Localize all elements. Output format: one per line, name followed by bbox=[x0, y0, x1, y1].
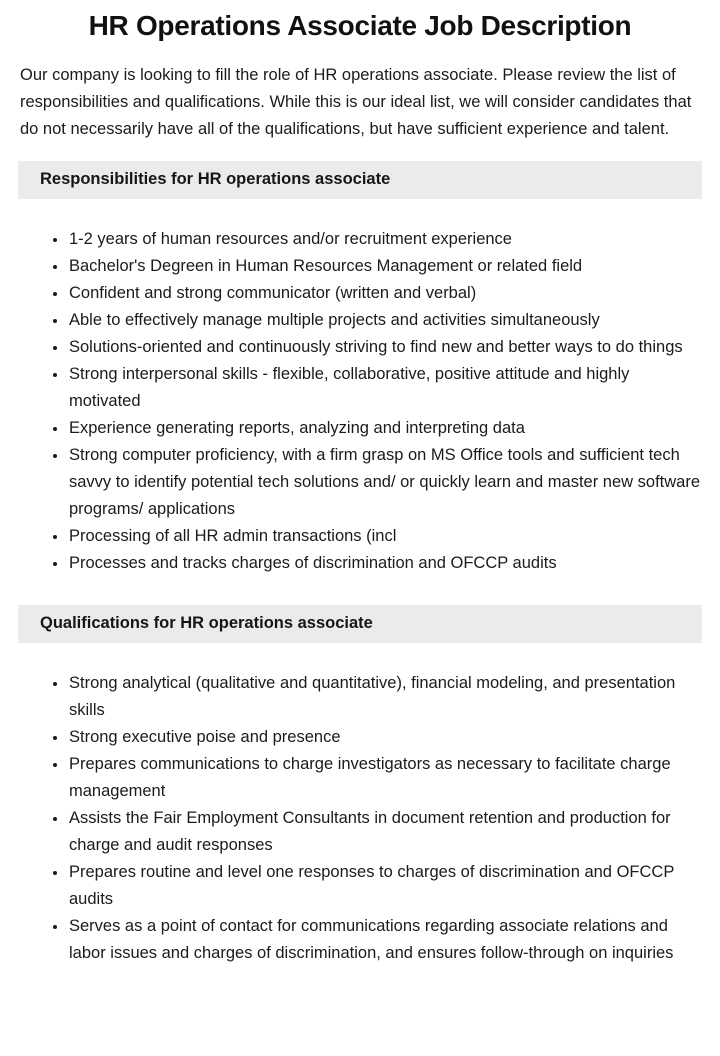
section-qualifications bbox=[18, 605, 702, 967]
list-item: • Strong computer proficiency, with a firm grasp on MS Office tools and sufficient tech savvy to identify potential tech solutions and/ or quickly learn and master new software programs/ applications bbox=[68, 442, 702, 523]
list-item: • Strong analytical (qualitative and quantitative), financial modeling, and presentation skills bbox=[68, 670, 702, 724]
list-item: • Processing of all HR admin transactions (incl bbox=[68, 523, 702, 550]
list-item: • Bachelor's Degreen in Human Resources Management or related field bbox=[68, 253, 702, 280]
section-heading-responsibilities: Responsibilities for HR operations associate bbox=[18, 161, 702, 199]
list-item: • Solutions-oriented and continuously striving to find new and better ways to do things bbox=[68, 334, 702, 361]
section-responsibilities bbox=[18, 161, 702, 577]
page-title: HR Operations Associate Job Description bbox=[88, 10, 632, 41]
list-item: • Assists the Fair Employment Consultants in document retention and production for charge and audit responses bbox=[68, 805, 702, 859]
list-item: • Strong executive poise and presence bbox=[68, 724, 702, 751]
responsibilities-list bbox=[18, 226, 702, 577]
list-item: • Experience generating reports, analyzing and interpreting data bbox=[68, 415, 702, 442]
list-item: • Prepares communications to charge investigators as necessary to facilitate charge management bbox=[68, 751, 702, 805]
intro-paragraph: Our company is looking to fill the role of HR operations associate. Please review the list of responsibilities and qualifications. While this is our ideal list, we will consider candidates that do not necessarily have all of the qualifications, but have sufficient experience and talent. bbox=[20, 66, 692, 138]
list-item: • Strong interpersonal skills - flexible, collaborative, positive attitude and highly motivated bbox=[68, 361, 702, 415]
list-item: • Able to effectively manage multiple projects and activities simultaneously bbox=[68, 307, 702, 334]
qualifications-list bbox=[18, 670, 702, 967]
list-item: • Serves as a point of contact for communications regarding associate relations and labor issues and charges of discrimination, and ensures follow-through on inquiries bbox=[68, 913, 702, 967]
list-item: • Processes and tracks charges of discrimination and OFCCP audits bbox=[68, 550, 702, 577]
list-item: • 1-2 years of human resources and/or recruitment experience bbox=[68, 226, 702, 253]
list-item: • Prepares routine and level one responses to charges of discrimination and OFCCP audits bbox=[68, 859, 702, 913]
section-heading-qualifications: Qualifications for HR operations associate bbox=[18, 605, 702, 643]
list-item: • Confident and strong communicator (written and verbal) bbox=[68, 280, 702, 307]
